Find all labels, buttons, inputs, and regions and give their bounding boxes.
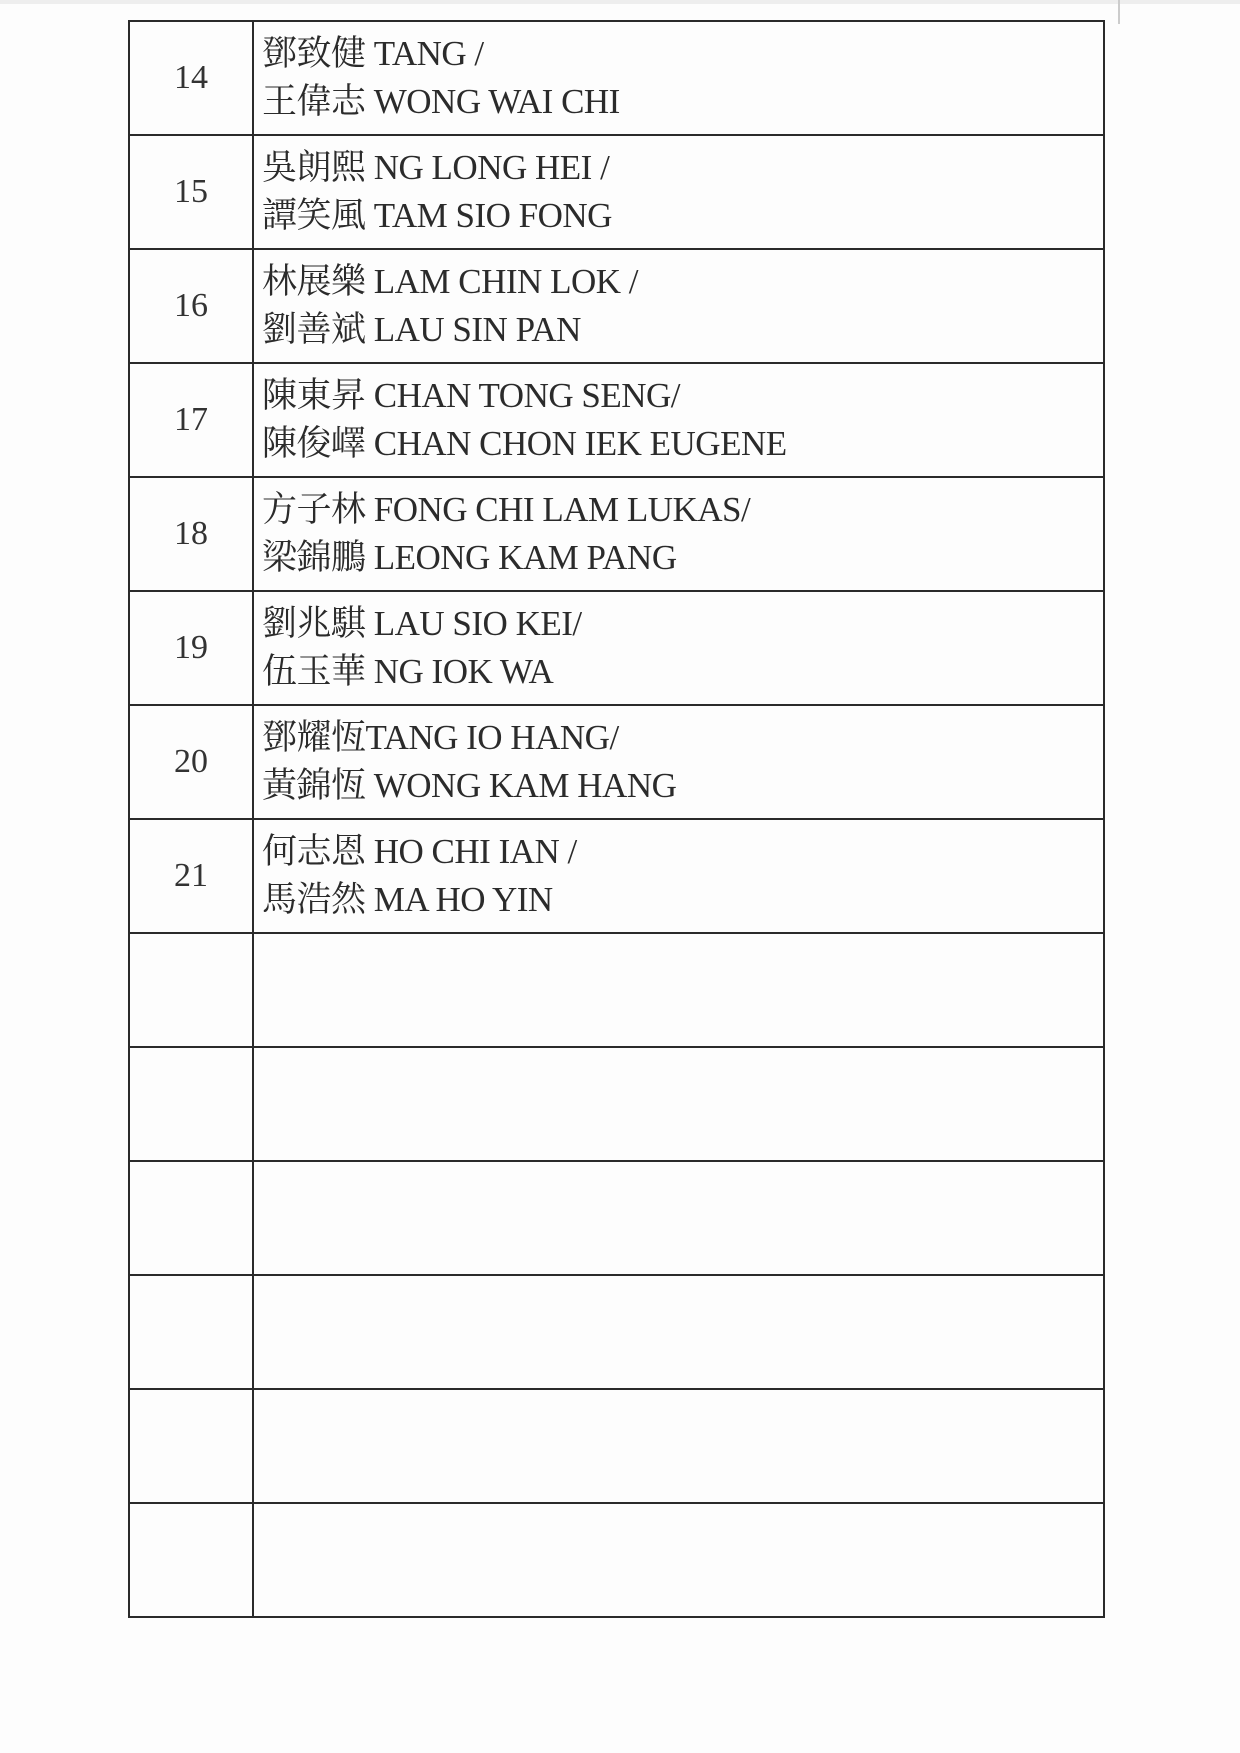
name-line-2: 劉善斌 LAU SIN PAN	[262, 310, 581, 349]
roster-table	[128, 20, 1105, 1618]
row-number	[129, 1389, 253, 1503]
name-line-1: 林展樂 LAM CHIN LOK /	[262, 262, 638, 301]
table-row	[129, 249, 1104, 363]
name-line-1: 吳朗熙 NG LONG HEI /	[262, 148, 610, 187]
name-line-2: 馬浩然 MA HO YIN	[262, 880, 553, 919]
names-cell	[253, 249, 1104, 363]
name-line-2: 梁錦鵬 LEONG KAM PANG	[262, 538, 677, 577]
name-line-1: 鄧致健 TANG /	[262, 34, 484, 73]
name-line-2: 陳俊嶧 CHAN CHON IEK EUGENE	[262, 424, 787, 463]
row-number	[129, 1047, 253, 1161]
row-number	[129, 1503, 253, 1617]
names-cell	[253, 1389, 1104, 1503]
names-cell	[253, 1161, 1104, 1275]
name-line-1: 劉兆騏 LAU SIO KEI/	[262, 604, 582, 643]
names-cell	[253, 135, 1104, 249]
row-number	[129, 933, 253, 1047]
names-cell	[253, 591, 1104, 705]
names-cell	[253, 21, 1104, 135]
names-cell	[253, 933, 1104, 1047]
row-number: 14	[129, 21, 253, 135]
table-row	[129, 819, 1104, 933]
row-number: 18	[129, 477, 253, 591]
scan-mark	[1118, 0, 1120, 24]
names-cell	[253, 1503, 1104, 1617]
table-row	[129, 21, 1104, 135]
name-line-1: 鄧耀恆TANG IO HANG/	[262, 718, 619, 757]
names-cell	[253, 1047, 1104, 1161]
names-cell	[253, 363, 1104, 477]
row-number: 20	[129, 705, 253, 819]
row-number: 21	[129, 819, 253, 933]
name-line-1: 陳東昇 CHAN TONG SENG/	[262, 376, 680, 415]
row-number: 16	[129, 249, 253, 363]
names-cell	[253, 705, 1104, 819]
table-row	[129, 1047, 1104, 1161]
name-line-2: 譚笑風 TAM SIO FONG	[262, 196, 612, 235]
names-cell	[253, 819, 1104, 933]
roster-table-body	[129, 21, 1104, 1617]
table-row	[129, 705, 1104, 819]
name-line-2: 伍玉華 NG IOK WA	[262, 652, 554, 691]
table-row	[129, 135, 1104, 249]
names-cell	[253, 477, 1104, 591]
table-row	[129, 477, 1104, 591]
scan-edge	[0, 0, 1240, 4]
row-number: 19	[129, 591, 253, 705]
row-number: 17	[129, 363, 253, 477]
table-row	[129, 1161, 1104, 1275]
table-row	[129, 1503, 1104, 1617]
names-cell	[253, 1275, 1104, 1389]
table-row	[129, 1275, 1104, 1389]
table-row	[129, 363, 1104, 477]
name-line-1: 方子林 FONG CHI LAM LUKAS/	[262, 490, 751, 529]
table-row	[129, 1389, 1104, 1503]
row-number	[129, 1275, 253, 1389]
table-row	[129, 933, 1104, 1047]
name-line-1: 何志恩 HO CHI IAN /	[262, 832, 577, 871]
name-line-2: 黃錦恆 WONG KAM HANG	[262, 766, 677, 805]
row-number: 15	[129, 135, 253, 249]
table-row	[129, 591, 1104, 705]
name-line-2: 王偉志 WONG WAI CHI	[262, 82, 620, 121]
row-number	[129, 1161, 253, 1275]
